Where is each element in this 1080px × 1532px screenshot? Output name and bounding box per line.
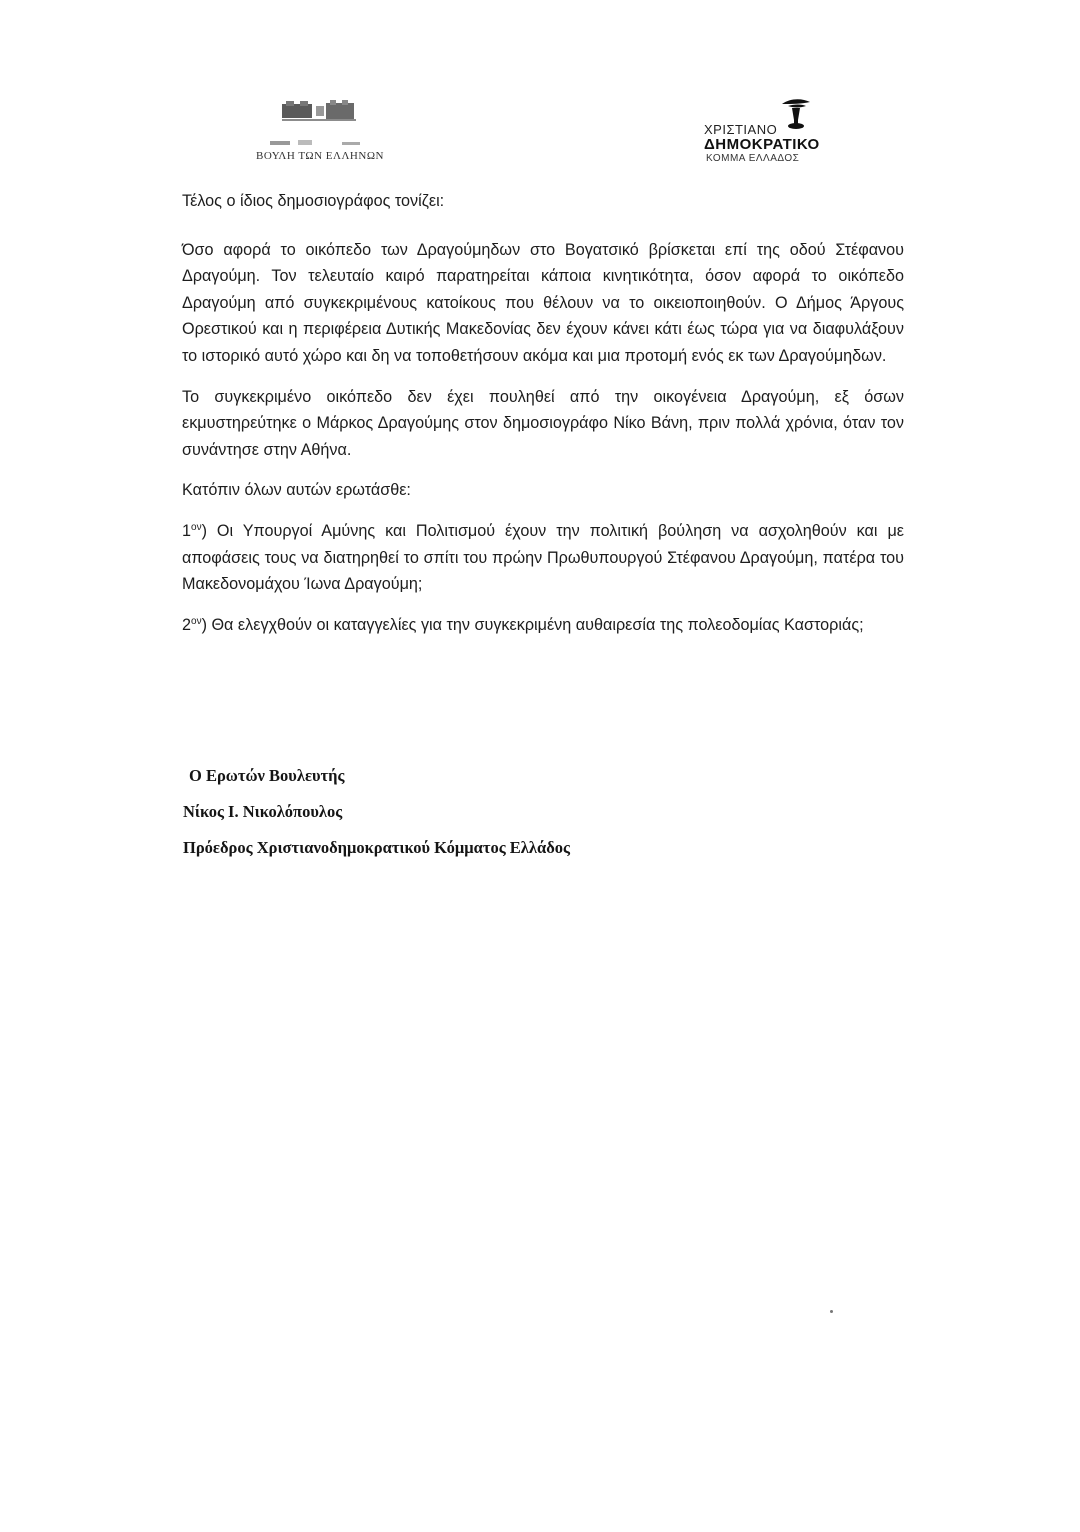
parliament-emblem-icon	[280, 98, 358, 124]
party-letterhead	[686, 96, 846, 176]
question-2-number: 2	[182, 615, 192, 634]
party-name-line3: ΚΟΜΜΑ ΕΛΛΑΔΟΣ	[706, 153, 800, 164]
question-2-text: ) Θα ελεγχθούν οι καταγγελίες για την συγκεκριμένη αυθαιρεσία της πολεοδομίας Καστοριάς;	[201, 615, 864, 634]
question-2	[182, 612, 904, 639]
signature-name: Νίκος Ι. Νικολόπουλος	[183, 802, 343, 821]
signature-title: Πρόεδρος Χριστιανοδημοκρατικού Κόμματος Ελλάδος	[183, 838, 570, 857]
question-1-ordinal: ον	[191, 521, 202, 533]
parliament-letterhead	[240, 98, 400, 170]
signature-block	[183, 766, 783, 874]
torch-logo-icon	[776, 96, 816, 140]
paragraph-2: Το συγκεκριμένο οικόπεδο δεν έχει πουληθεί από την οικογένεια Δραγούμη, εξ όσων εκμυστηρεύτηκε ο Μάρκος Δραγούμης στον δημοσιογράφο Νίκο Βάνη, πριν πολλά χρόνια, όταν τον συνάντησε στην Αθήνα.	[182, 387, 904, 459]
document-body	[182, 188, 904, 652]
party-name-line1: ΧΡΙΣΤΙΑΝΟ	[704, 122, 778, 137]
signature-role: Ο Ερωτών Βουλευτής	[189, 766, 345, 785]
party-name-line2: ΔΗΜΟΚΡΑΤΙΚΟ	[704, 136, 820, 153]
parliament-name: ΒΟΥΛΗ ΤΩΝ ΕΛΛΗΝΩΝ	[256, 150, 384, 162]
intro-line: Τέλος ο ίδιος δημοσιογράφος τονίζει:	[182, 192, 445, 210]
questions-lead-in: Κατόπιν όλων αυτών ερωτάσθε:	[182, 481, 411, 500]
emblem-subtext-mark	[268, 138, 368, 148]
question-2-ordinal: ον	[191, 615, 202, 627]
paragraph-1: Όσο αφορά το οικόπεδο των Δραγούμηδων στο Βογατσικό βρίσκεται επί της οδού Στέφανου Δραγούμη. Τον τελευταίο καιρό παρατηρείται κάποια κινητικότητα, όσον αφορά το οικόπεδο Δραγούμη από συγκεκριμένους κατοίκους που θέλουν να το οικειοποιηθούν. Ο Δήμος Άργους Ορεστικού και η περιφέρεια Δυτικής Μακεδονίας δεν έχουν κάνει κάτι έως τώρα για να διαφυλάξουν το ιστορικό αυτό χώρο και δη να τοποθετήσουν ακόμα και μια προτομή ενός εκ των Δραγούμηδων.	[182, 240, 904, 365]
question-1-number: 1	[182, 521, 192, 540]
scan-artifact-dot	[830, 1310, 833, 1313]
question-1	[182, 518, 904, 598]
question-1-text: ) Οι Υπουργοί Αμύνης και Πολιτισμού έχουν την πολιτική βούληση να ασχοληθούν και με αποφάσεις τους να διατηρηθεί το σπίτι του πρώην Πρωθυπουργού Στέφανου Δραγούμη, πατέρα του Μακεδονομάχου Ίωνα Δραγούμη;	[182, 521, 904, 594]
